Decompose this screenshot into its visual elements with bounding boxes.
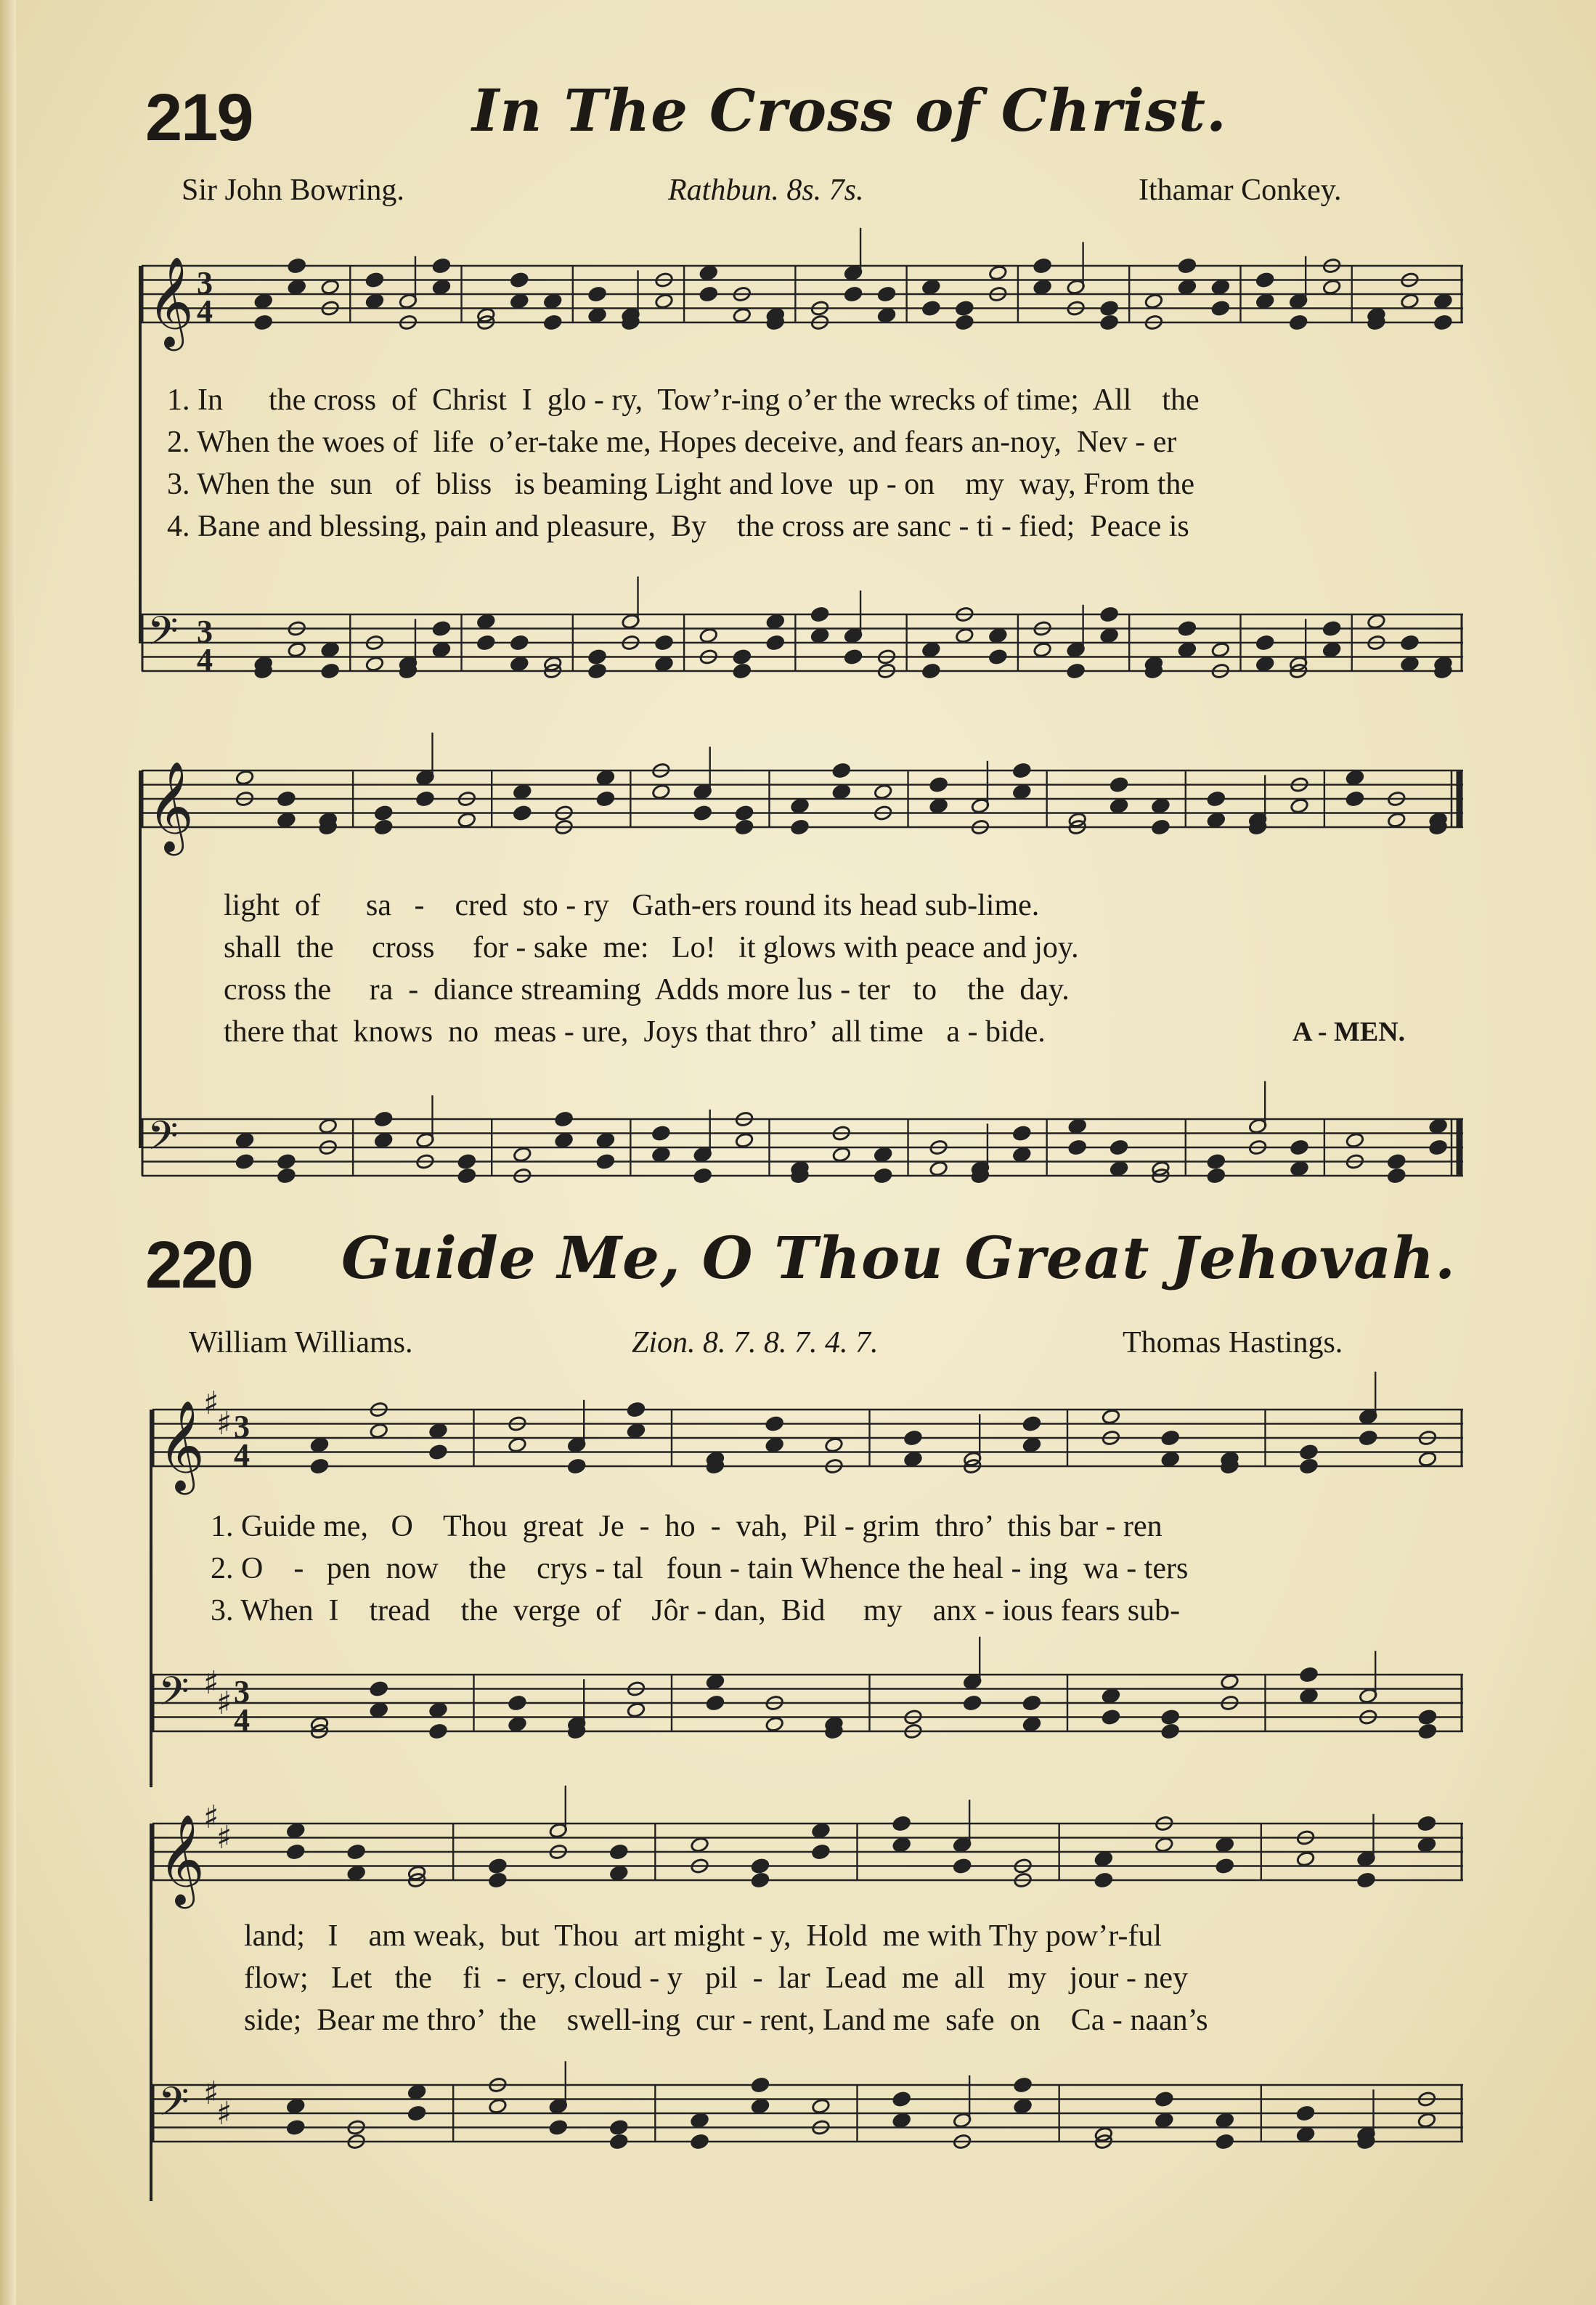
- music-staff: [142, 254, 1463, 347]
- svg-text:4: 4: [197, 642, 213, 678]
- lyric-verse: 2. When the woes of life o’er-take me, Hopes deceive, and fears an-noy, Nev - er: [167, 426, 1177, 459]
- amen-label: A - MEN.: [1292, 1017, 1406, 1047]
- svg-text:♯: ♯: [216, 1405, 232, 1442]
- svg-text:3: 3: [234, 1674, 250, 1710]
- svg-text:𝄞: 𝄞: [147, 761, 194, 852]
- hymn-tune: Zion. 8. 7. 8. 7. 4. 7.: [632, 1326, 879, 1359]
- svg-text:4: 4: [234, 1437, 250, 1473]
- svg-text:𝄢: 𝄢: [158, 1668, 190, 1724]
- svg-text:3: 3: [234, 1409, 250, 1444]
- hymn-title: In The Cross of Christ.: [472, 76, 1227, 145]
- svg-text:♯: ♯: [203, 1385, 219, 1422]
- music-staff: [142, 603, 1463, 683]
- lyric-verse: 1. In the cross of Christ I glo - ry, Tow’r-ing o’er the wrecks of time; All the: [167, 383, 1200, 417]
- lyric-verse: light of sa - cred sto - ry Gath-ers round its head sub-lime.: [224, 889, 1040, 922]
- hymn-number: 219: [145, 81, 253, 155]
- svg-text:4: 4: [234, 1702, 250, 1738]
- svg-text:♯: ♯: [203, 1799, 219, 1836]
- svg-text:𝄢: 𝄢: [158, 2078, 190, 2134]
- music-staff: [152, 1385, 1463, 1491]
- lyric-verse: 3. When I tread the verge of Jôr - dan, Bid my anx - ious fears sub-: [211, 1594, 1181, 1627]
- lyric-verse: 1. Guide me, O Thou great Je - ho - vah, Pil - grim thro’ this bar - ren: [211, 1510, 1163, 1543]
- svg-text:𝄢: 𝄢: [147, 1113, 179, 1168]
- music-staff: [142, 759, 1463, 852]
- hymn-author: Sir John Bowring.: [182, 174, 404, 207]
- lyric-verse: 4. Bane and blessing, pain and pleasure, By the cross are sanc - ti - fied; Peace is: [167, 510, 1189, 543]
- lyric-verse: flow; Let the fi - ery, cloud - y pil - lar Lead me all my jour - ney: [244, 1962, 1189, 1995]
- svg-text:♯: ♯: [216, 1685, 232, 1722]
- music-staff: [152, 1663, 1463, 1743]
- svg-text:4: 4: [197, 293, 213, 329]
- hymn-number: 220: [145, 1228, 253, 1302]
- lyric-verse: cross the ra - diance streaming Adds more lus - ter to the day.: [224, 973, 1070, 1007]
- music-staff: [152, 2073, 1463, 2153]
- lyric-verse: there that knows no meas - ure, Joys that thro’ all time a - bide.: [224, 1015, 1046, 1049]
- svg-text:𝄞: 𝄞: [158, 1814, 205, 1905]
- svg-text:3: 3: [197, 265, 213, 301]
- svg-text:♯: ♯: [216, 1819, 232, 1856]
- svg-text:♯: ♯: [203, 2075, 219, 2112]
- hymn-title: Guide Me, O Thou Great Jehovah.: [341, 1224, 1456, 1292]
- svg-text:♯: ♯: [216, 2095, 232, 2132]
- lyric-verse: land; I am weak, but Thou art might - y, Hold me with Thy pow’r-ful: [244, 1919, 1162, 1953]
- page-edge: [0, 0, 16, 2305]
- svg-text:𝄢: 𝄢: [147, 608, 179, 664]
- hymn-author: William Williams.: [189, 1326, 413, 1359]
- hymn-tune: Rathbun. 8s. 7s.: [668, 174, 864, 207]
- music-staff: [142, 1107, 1463, 1187]
- lyric-verse: side; Bear me thro’ the swell-ing cur - rent, Land me safe on Ca - naan’s: [244, 2004, 1208, 2037]
- hymn-composer: Thomas Hastings.: [1123, 1326, 1343, 1359]
- lyric-verse: shall the cross for - sake me: Lo! it glows with peace and joy.: [224, 931, 1079, 964]
- svg-text:𝄞: 𝄞: [147, 256, 194, 347]
- lyric-verse: 3. When the sun of bliss is beaming Light and love up - on my way, From the: [167, 468, 1194, 501]
- lyric-verse: 2. O - pen now the crys - tal foun - tain Whence the heal - ing wa - ters: [211, 1552, 1189, 1585]
- music-staff: [152, 1799, 1463, 1905]
- svg-text:♯: ♯: [203, 1664, 219, 1702]
- hymn-composer: Ithamar Conkey.: [1139, 174, 1342, 207]
- svg-text:3: 3: [197, 614, 213, 649]
- svg-text:𝄞: 𝄞: [158, 1400, 205, 1491]
